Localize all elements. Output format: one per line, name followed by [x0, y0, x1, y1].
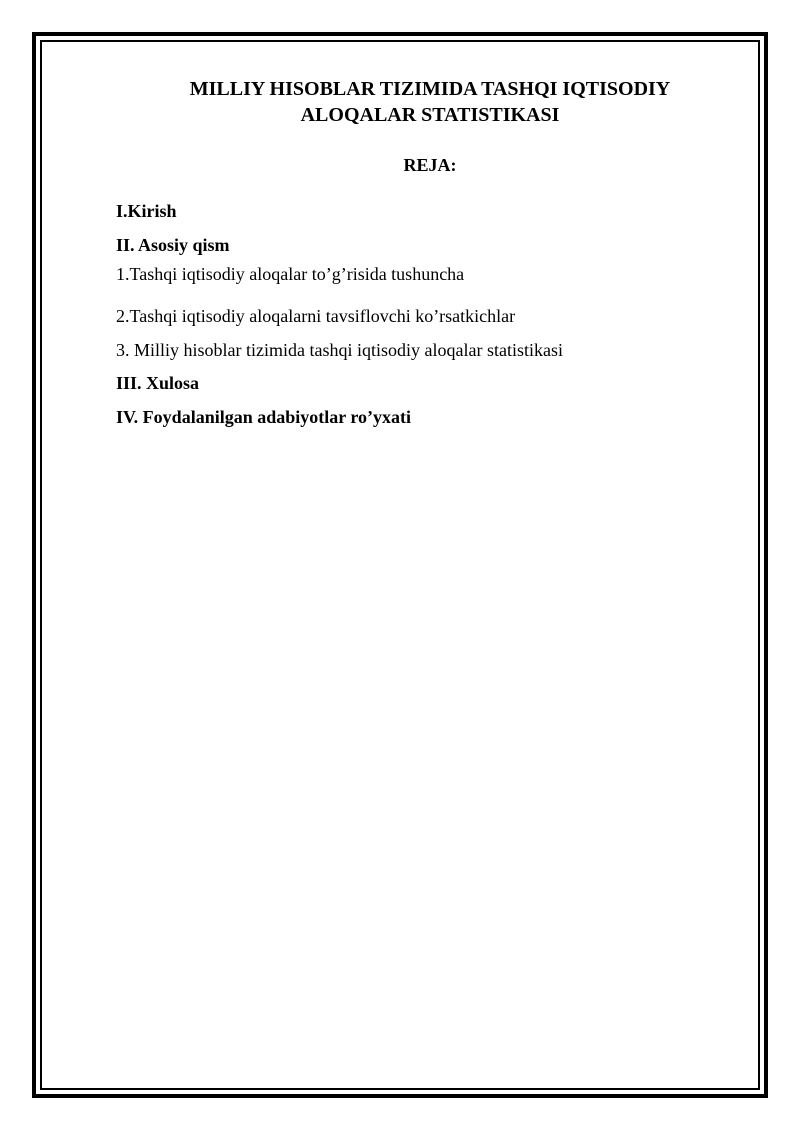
document-title-line-2: ALOQALAR STATISTIKASI [300, 104, 560, 126]
document-title-line-1: MILLIY HISOBLAR TIZIMIDA TASHQI IQTISODIY [189, 78, 671, 100]
toc-item-introduction: I.Kirish [116, 201, 177, 221]
toc-item-section-1: 1.Tashqi iqtisodiy aloqalar to’g’risida tushuncha [116, 264, 465, 284]
page-border-inner [40, 40, 760, 1090]
plan-heading: REJA: [403, 155, 457, 175]
toc-item-conclusion: III. Xulosa [116, 373, 200, 393]
toc-item-section-2: 2.Tashqi iqtisodiy aloqalarni tavsiflovchi ko’rsatkichlar [116, 306, 516, 326]
toc-item-main-part: II. Asosiy qism [116, 235, 230, 255]
toc-item-section-3: 3. Milliy hisoblar tizimida tashqi iqtisodiy aloqalar statistikasi [116, 340, 563, 360]
document-title [60, 76, 800, 128]
toc-item-references: IV. Foydalanilgan adabiyotlar ro’yxati [116, 407, 412, 427]
